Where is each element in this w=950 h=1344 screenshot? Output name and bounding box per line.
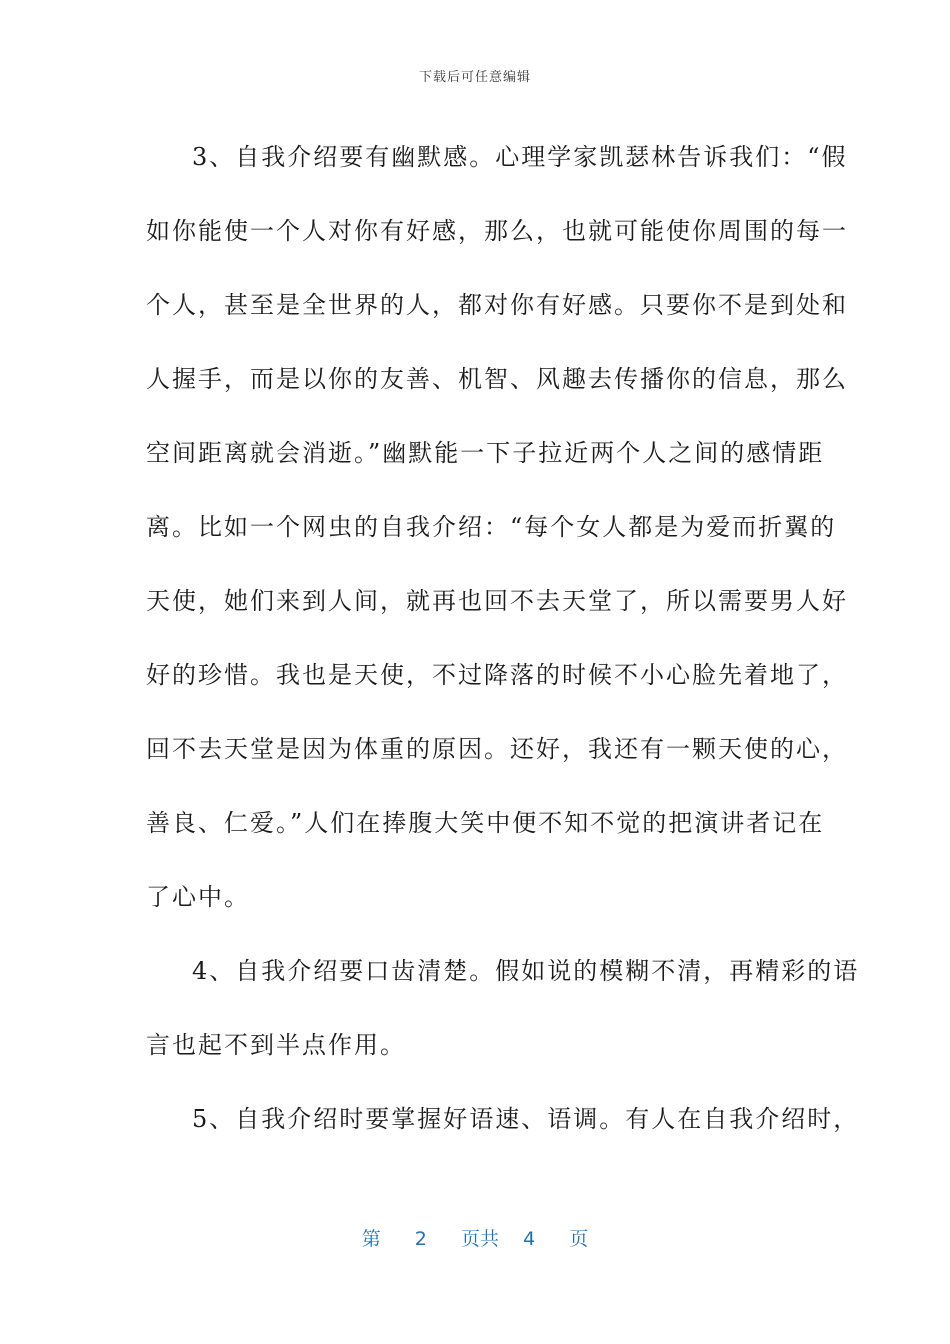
- text-line: 言也起不到半点作用。: [146, 1031, 406, 1059]
- page-number: 2: [414, 1228, 427, 1250]
- text-line: 4、自我介绍要口齿清楚。假如说的模糊不清，再精彩的语: [192, 957, 860, 985]
- header-note: 下载后可任意编辑: [418, 70, 531, 85]
- text-line: 空间距离就会消逝。”幽默能一下子拉近两个人之间的感情距: [146, 439, 825, 467]
- text-line: 好的珍惜。我也是天使，不过降落的时候不小心脸先着地了，: [146, 661, 848, 689]
- text-line: 如你能使一个人对你有好感，那么，也就可能使你周围的每一: [146, 217, 848, 245]
- text-line: 人握手，而是以你的友善、机智、风趣去传播你的信息，那么: [146, 365, 848, 393]
- page-footer: [0, 1224, 950, 1251]
- text-line: 善良、仁爱。”人们在捧腹大笑中便不知不觉的把演讲者记在: [146, 809, 825, 837]
- text-line: 个人，甚至是全世界的人，都对你有好感。只要你不是到处和: [146, 291, 848, 319]
- page-prefix: 第: [361, 1228, 381, 1250]
- text-line: 离。比如一个网虫的自我介绍：“每个女人都是为爱而折翼的: [146, 513, 837, 541]
- text-line: 3、自我介绍要有幽默感。心理学家凯瑟林告诉我们：“假: [192, 143, 848, 171]
- text-line: 5、自我介绍时要掌握好语速、语调。有人在自我介绍时，: [192, 1105, 860, 1133]
- text-line: 了心中。: [146, 883, 250, 911]
- page-middle: 页共: [460, 1228, 499, 1250]
- total-pages: 4: [523, 1228, 536, 1250]
- text-line: 回不去天堂是因为体重的原因。还好，我还有一颗天使的心，: [146, 735, 848, 763]
- body-text: [146, 120, 860, 1156]
- text-line: 天使，她们来到人间，就再也回不去天堂了，所以需要男人好: [146, 587, 848, 615]
- page-suffix: 页: [569, 1228, 589, 1250]
